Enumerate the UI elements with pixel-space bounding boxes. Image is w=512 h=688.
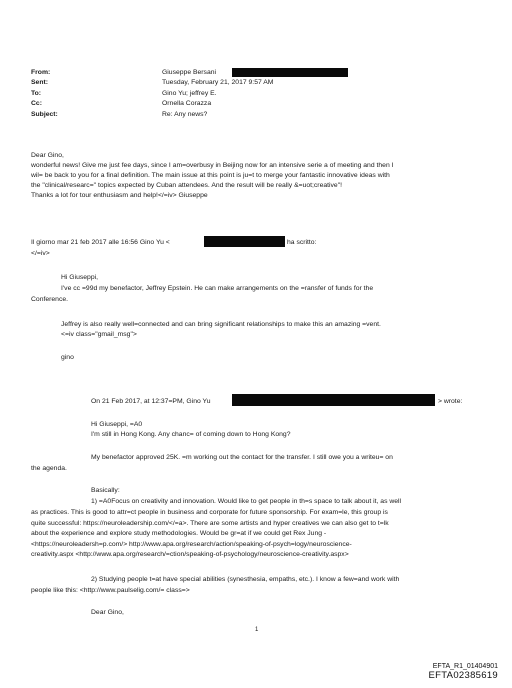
sent-label: Sent: — [31, 79, 48, 86]
redaction-bar — [232, 394, 435, 406]
bates-code-1: EFTA_R1_01404901 — [432, 663, 498, 670]
page-number: 1 — [255, 627, 259, 633]
list-item — [31, 508, 389, 561]
close-div-text: </=iv> — [31, 250, 50, 257]
sent-value: Tuesday, February 21, 2017 9:57 AM — [162, 79, 274, 86]
list-item-line: people like this: <http://www.paulselig.com/= class=> — [31, 587, 190, 594]
quote-text: I've cc =99d my benefactor, Jeffrey Epstein. He can make arrangements on the =ransfer of funds for the — [61, 285, 374, 292]
from-value: Giuseppe Bersani — [162, 69, 217, 76]
list-item-line: as practices. This is good to attr=ct people in business and corporate for future sponsorship. For exam=le, this group is — [31, 509, 388, 516]
quote-greeting: Hi Giuseppi, — [61, 274, 99, 281]
list-item-line: quite successful: https://neuroleadership.com/</=a>. There are some artists and hyper creatives we can also get to t=lk — [31, 519, 389, 527]
subject-label: Subject: — [31, 111, 58, 118]
quote-signoff: gino — [61, 354, 74, 361]
quote-text: the agenda. — [31, 465, 67, 472]
basically-label: Basically: — [91, 487, 120, 494]
quote-text: Conference. — [31, 296, 69, 303]
to-value: Gino Yu; jeffrey E. — [162, 90, 217, 97]
quote-text: My benefactor approved 25K. =m working out the contact for the transfer. I still owe you a writeu= on — [91, 454, 393, 461]
quote-intro: On 21 Feb 2017, at 12:37=PM, Gino Yu — [91, 398, 211, 405]
redaction-bar — [232, 68, 348, 77]
subject-value: Re: Any news? — [162, 111, 208, 118]
bates-code-2: EFTA02385619 — [428, 670, 498, 681]
cc-value: Ornella Corazza — [162, 100, 212, 107]
list-item-line: <https://neuroleadersh=p.com/> http://www.apa.org/research/action/speaking-of-psych=logy/neuroscience- — [31, 540, 352, 548]
reply-line: Thanks a lot for tour enthusiasm and help!</=iv> Giuseppe — [31, 192, 208, 199]
quote-closing: Dear Gino, — [91, 609, 124, 616]
quote-text: Jeffrey is also really well=connected and can bring significant relationships to make this an amazing =vent. — [61, 321, 381, 328]
quote-intro: Il giorno mar 21 feb 2017 alle 16:56 Gino Yu < — [31, 239, 170, 246]
redaction-bar — [204, 236, 285, 247]
cc-label: Cc: — [31, 100, 42, 107]
reply-line: wil= be back to you for a final definition. The main issue at this point is ju=t to merge your fantastic innovative ideas with — [31, 172, 390, 179]
quote-text: <=iv class="gmail_msg"> — [61, 331, 137, 338]
quote-intro-suffix: > wrote: — [438, 398, 463, 405]
quote-greeting: Hi Giuseppi, =A0 — [91, 421, 143, 428]
list-item-line: 2) Studying people t=at have special abilities (synesthesia, empaths, etc.). I know a few=and work with — [91, 576, 400, 583]
quote-intro-suffix: ha scritto: — [287, 239, 317, 246]
reply-line: Dear Gino, — [31, 152, 64, 159]
list-item-line: about the experience and explore study methodologies. Would be gr=at if we could get Rex Jung - — [31, 530, 327, 537]
reply-body — [31, 151, 394, 201]
reply-line: wonderful news! Give me just fee days, since I am=overbusy in Beijing now for an intensive serie a of meeting and then I — [31, 162, 394, 169]
list-item-line: 1) =A0Focus on creativity and innovation. Would like to get people in th=s space to talk about it, as well — [91, 498, 402, 505]
reply-line: the "clinical/researc=" topics expected by Cuban attendees. And the result will be really &=uot;creative"! — [31, 182, 343, 189]
quote-text: I'm still in Hong Kong. Any chanc= of coming down to Hong Kong? — [91, 431, 291, 438]
from-label: From: — [31, 69, 51, 76]
list-item-line: creativity.aspx <http://www.apa.org/research/=ction/speaking-of-psychology/neuroscience-creativity.aspx> — [31, 551, 349, 558]
to-label: To: — [31, 90, 42, 97]
